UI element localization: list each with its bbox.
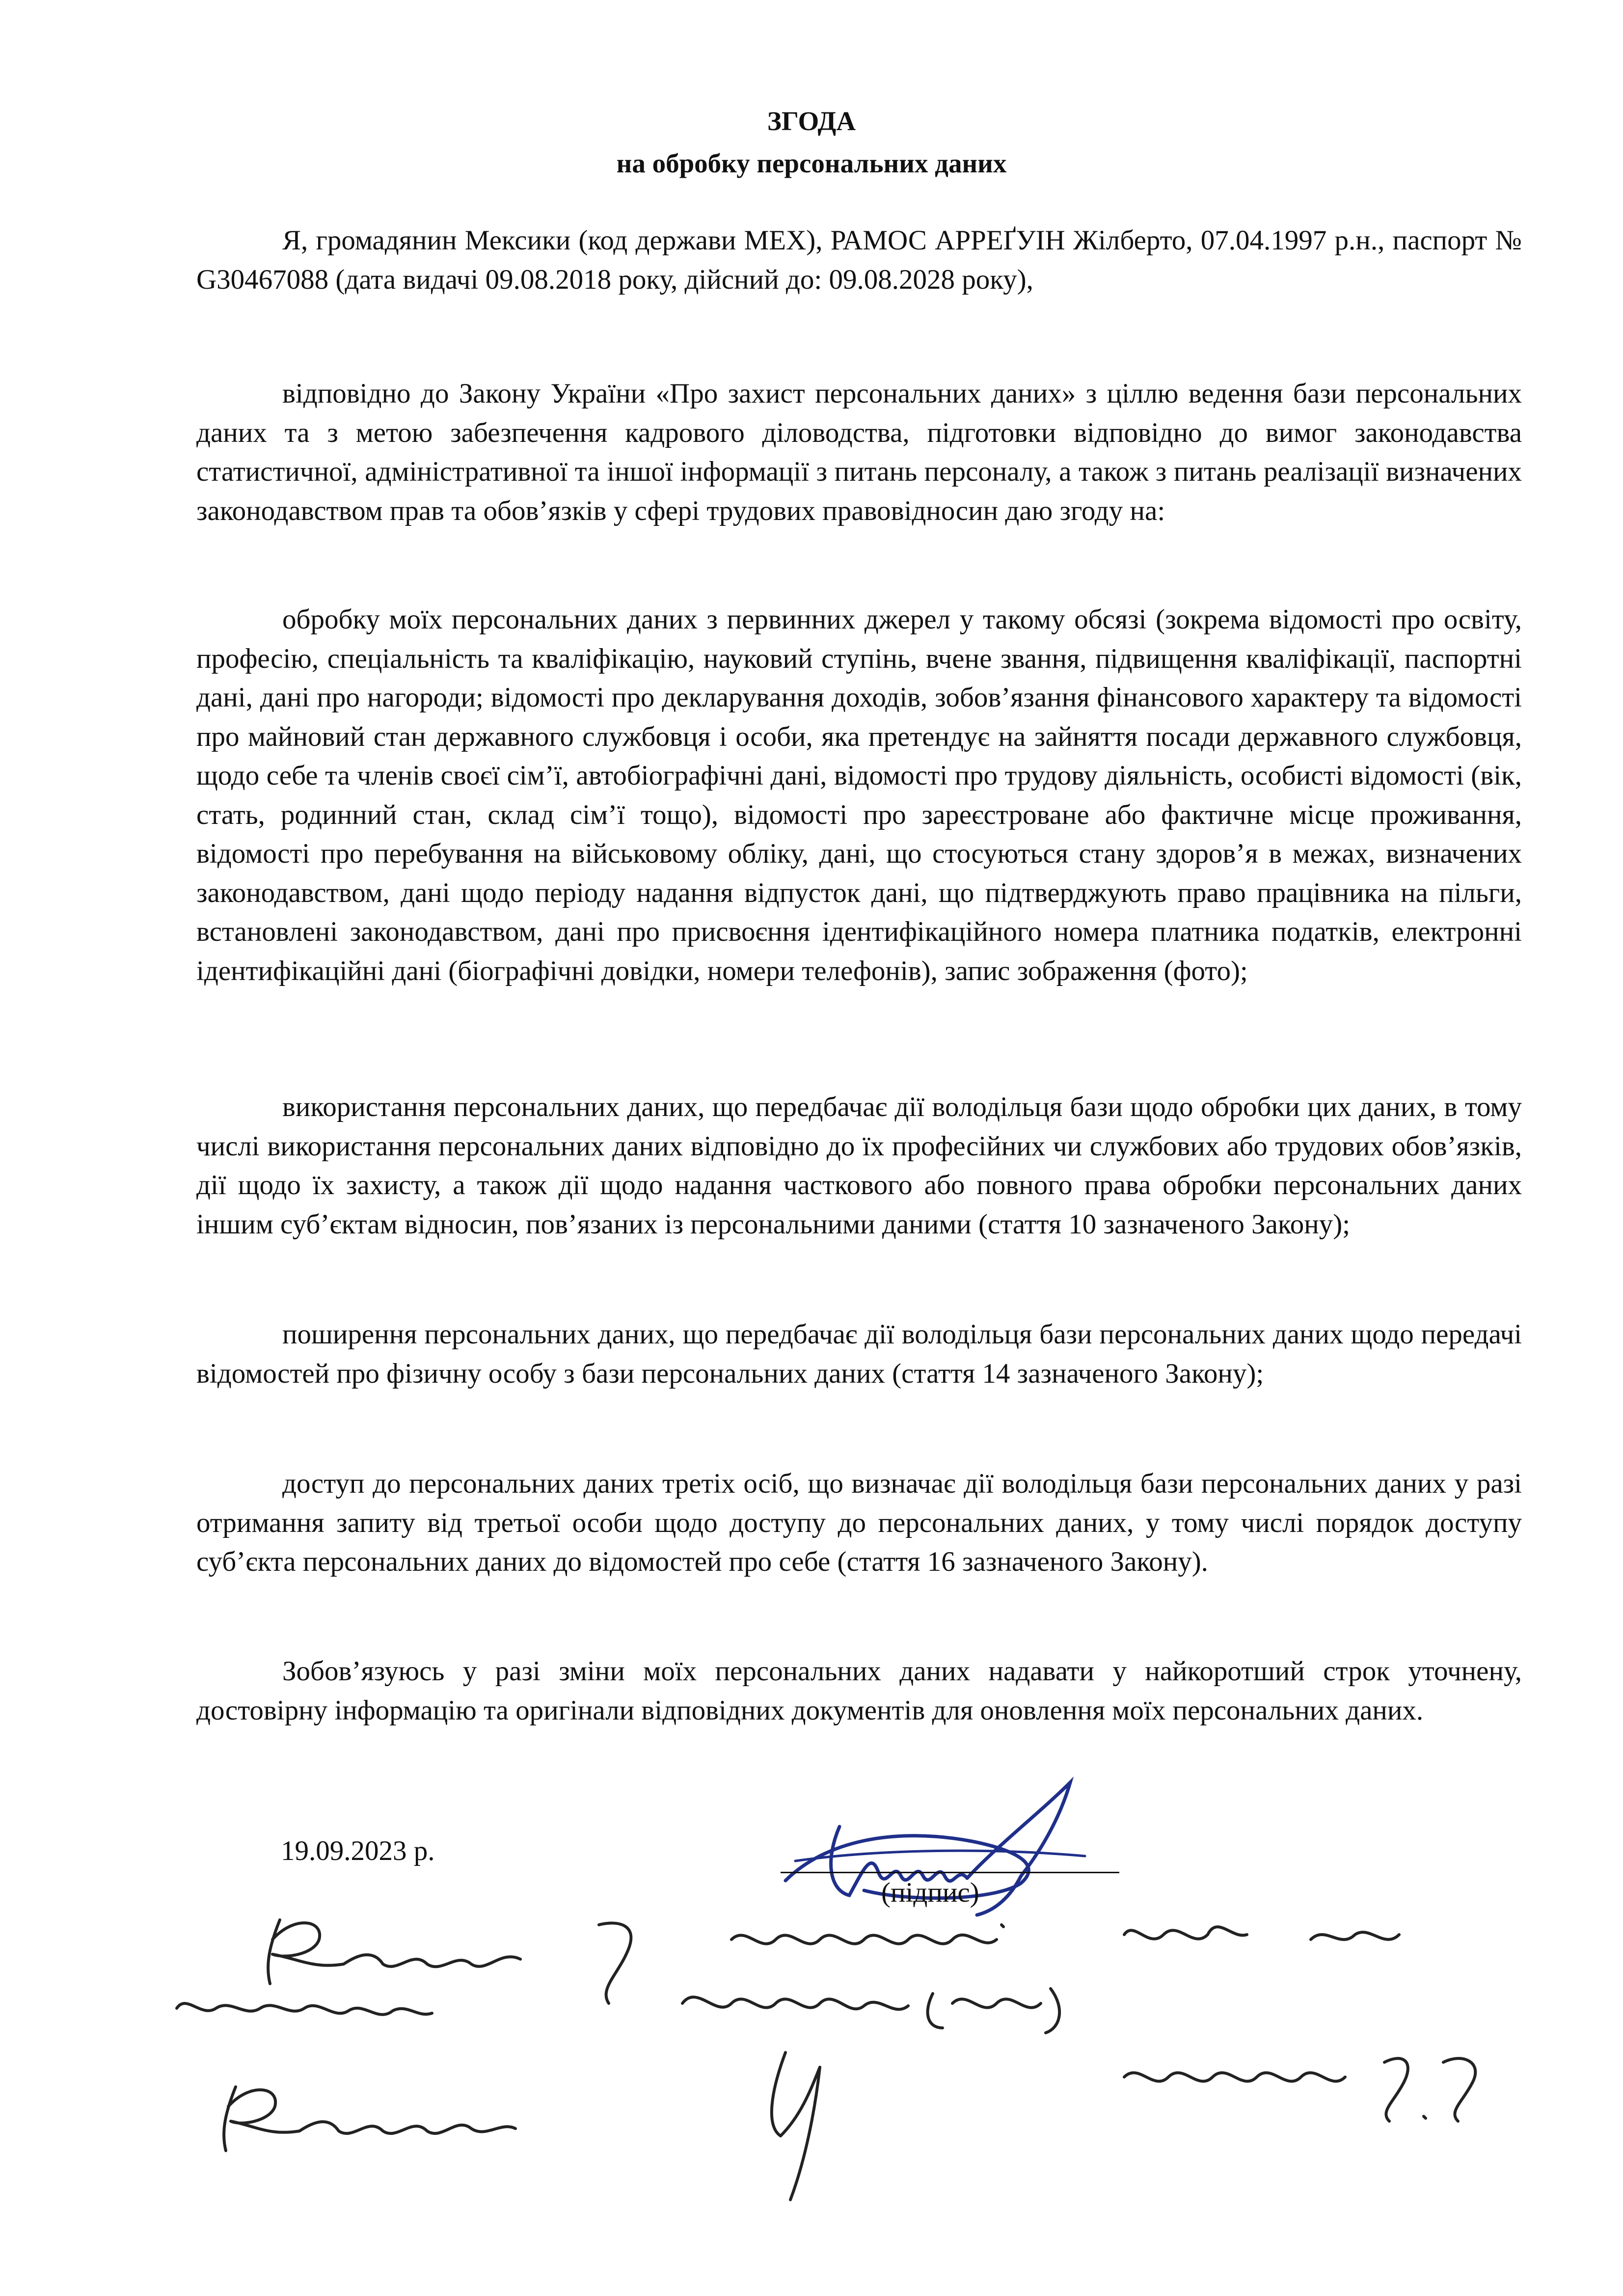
- translator-handwritten-note: [167, 1905, 1492, 2210]
- paragraph-text: доступ до персональних даних третіх осіб, що визначає дії володільця бази персональних даних у разі отримання запиту від третьої особи щодо доступу до персональних даних, у тому числі порядок доступу суб’єкта персональних даних до відомостей про себе (стаття 16 зазначеного Закону).: [196, 1468, 1522, 1577]
- document-title: ЗГОДА: [767, 106, 856, 136]
- signing-date: 19.09.2023 р.: [281, 1835, 435, 1866]
- paragraph-purpose: [196, 374, 1522, 530]
- paragraph-text: Я, громадянин Мексики (код держави MEX), РАМОС АРРЕҐУІН Жілберто, 07.04.1997 р.н., паспорт № G30467088 (дата видачі 09.08.2018 року, дійсний до: 09.08.2028 року),: [196, 225, 1522, 295]
- document-subtitle: на обробку персональних даних: [616, 148, 1007, 178]
- signature-line: [781, 1872, 1119, 1873]
- paragraph-text: поширення персональних даних, що передбачає дії володільця бази персональних даних щодо передачі відомостей про фізичну особу з бази персональних даних (стаття 14 зазначеного Закону);: [196, 1319, 1522, 1389]
- paragraph-text: Зобов’язуюсь у разі зміни моїх персональних даних надавати у найкоротший строк уточнену, достовірну інформацію та оригінали відповідних документів для оновлення моїх персональних даних.: [196, 1656, 1522, 1726]
- paragraph-text: використання персональних даних, що передбачає дії володільця бази щодо обробки цих даних, в тому числі використання персональних даних відповідно до їх професійних чи службових або трудових обов’язків, дії щодо їх захисту, а також дії щодо надання часткового або повного права обробки персональних даних іншим суб’єктам відносин, пов’язаних із персональними даними (стаття 10 зазначеного Закону);: [196, 1092, 1522, 1240]
- paragraph-distribution: [196, 1315, 1522, 1393]
- signature-label: (підпис): [881, 1877, 979, 1908]
- paragraph-text: відповідно до Закону України «Про захист персональних даних» з ціллю ведення бази персональних даних та з метою забезпечення кадрового діловодства, підготовки відповідно до вимог законодавства статистичної, адміністративної та іншої інформації з питань персоналу, а також з питань реалізації визначених законодавством прав та обов’язків у сфері трудових правовідносин даю згоду на:: [196, 378, 1522, 526]
- paragraph-processing: [196, 600, 1522, 990]
- paragraph-usage: [196, 1088, 1522, 1244]
- paragraph-obligation: [196, 1652, 1522, 1730]
- paragraph-identity: [196, 221, 1522, 299]
- paragraph-access: [196, 1464, 1522, 1582]
- paragraph-text: обробку моїх персональних даних з первинних джерел у такому обсязі (зокрема відомості про освіту, професію, спеціальність та кваліфікацію, науковий ступінь, вчене звання, підвищення кваліфікації, паспортні дані, дані про нагороди; відомості про декларування доходів, зобов’язання фінансового характеру та відомості про майновий стан державного службовця і особи, яка претендує на зайняття посади державного службовця, щодо себе та членів своєї сім’ї, автобіографічні дані, відомості про трудову діяльність, особисті відомості (вік, стать, родинний стан, склад сім’ї тощо), відомості про зареєстроване або фактичне місце проживання, відомості про перебування на військовому обліку, дані, що стосуються стану здоров’я в межах, визначених законодавством, дані щодо періоду надання відпусток дані, що підтверджують право працівника на пільги, встановлені законодавством, дані про присвоєння ідентифікаційного номера платника податків, електронні ідентифікаційні дані (біографічні довідки, номери телефонів), запис зображення (фото);: [196, 604, 1522, 986]
